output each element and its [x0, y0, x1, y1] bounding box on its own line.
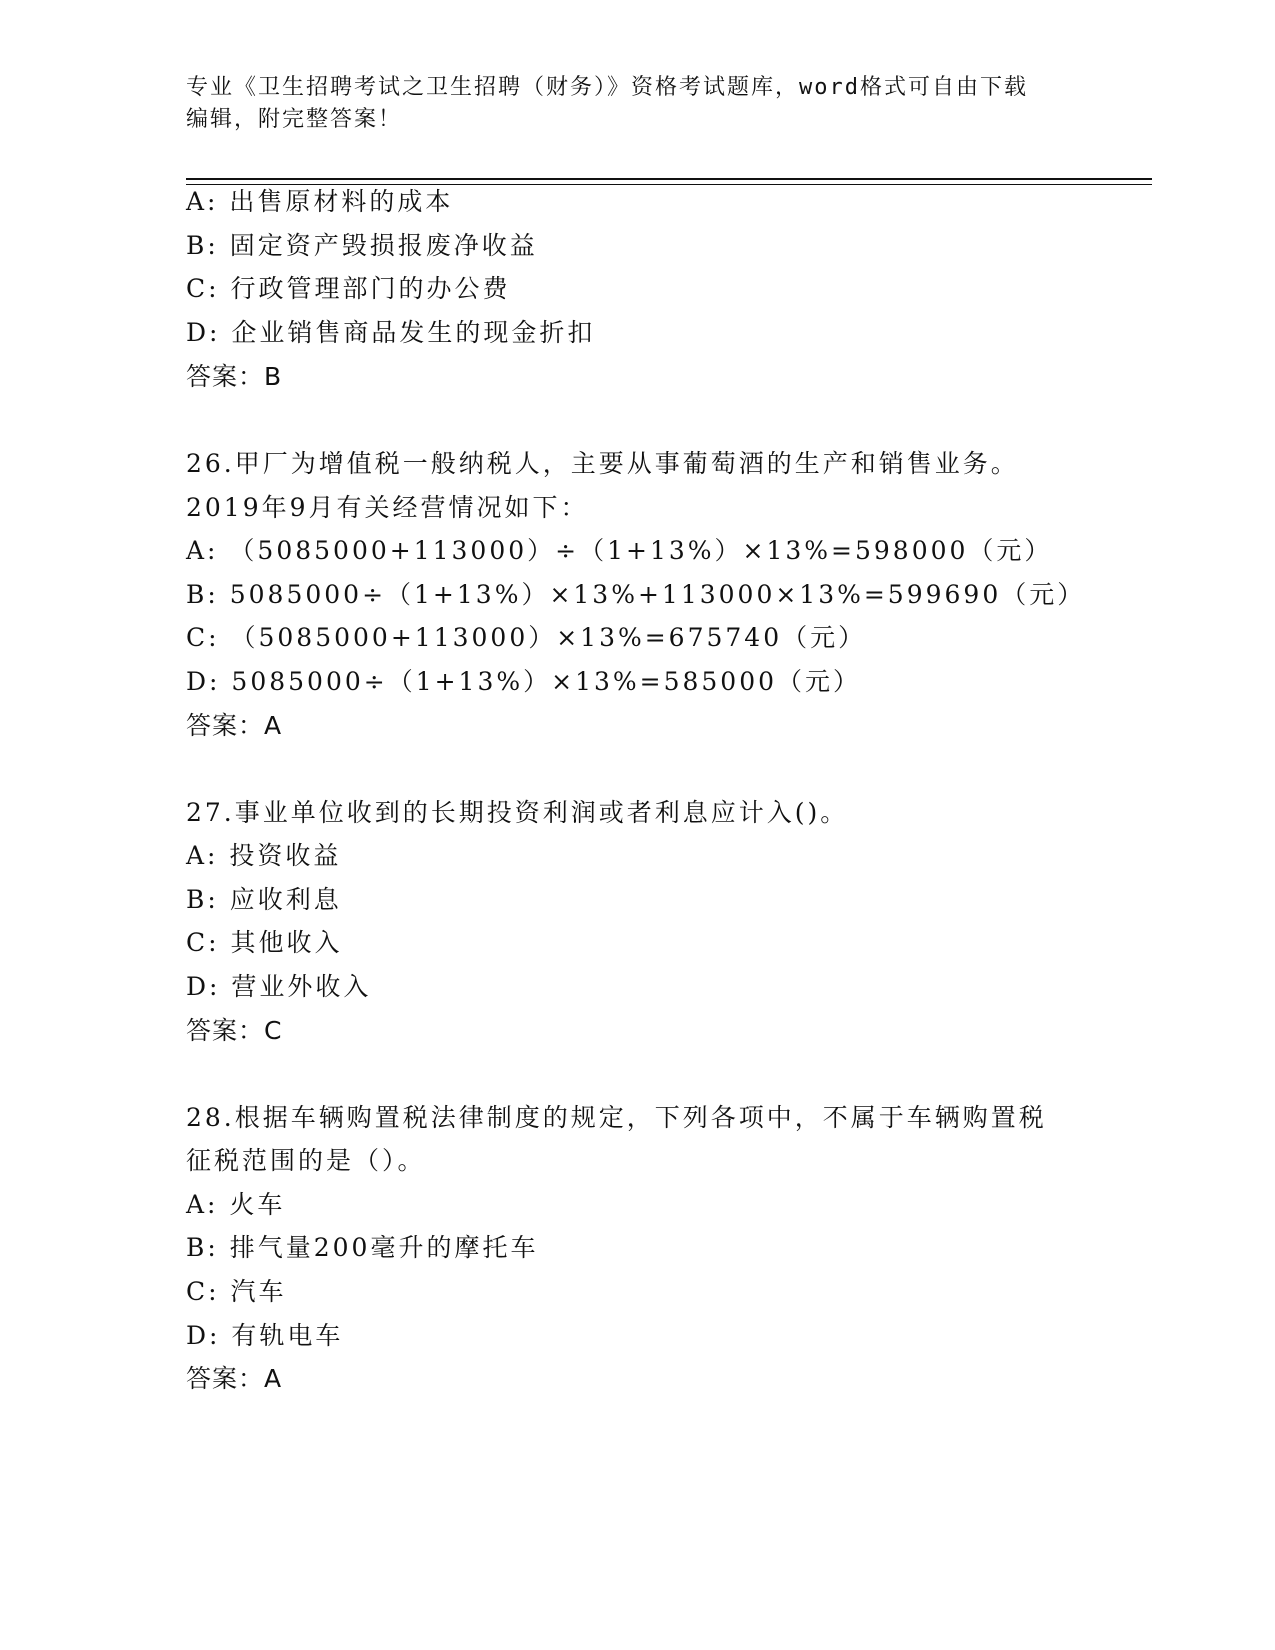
q27-answer: 答案：C — [186, 1016, 283, 1045]
q26-option-c: C: （5085000+113000）×13%=675740（元） — [186, 623, 867, 652]
q26-option-a: A: （5085000+113000）÷（1+13%）×13%=598000（元） — [186, 536, 1053, 565]
q26-stem-line-2: 2019年9月有关经营情况如下： — [186, 493, 589, 522]
header-intro-line-2: 编辑，附完整答案！ — [186, 107, 403, 132]
q27-option-c: C: 其他收入 — [186, 928, 343, 957]
q25-option-a: A: 出售原材料的成本 — [186, 187, 454, 216]
q28-option-c: C: 汽车 — [186, 1277, 287, 1306]
header-divider-thick — [186, 178, 1152, 180]
q28-option-a: A: 火车 — [186, 1190, 286, 1219]
q28-option-d: D: 有轨电车 — [186, 1321, 344, 1350]
header-intro-line-1: 专业《卫生招聘考试之卫生招聘（财务）》资格考试题库，word格式可自由下载 — [186, 75, 1028, 100]
document-header — [186, 72, 1066, 136]
q28-answer: 答案：A — [186, 1364, 283, 1393]
q25-option-d: D: 企业销售商品发生的现金折扣 — [186, 318, 596, 347]
q26-option-b: B: 5085000÷（1+13%）×13%+113000×13%=599690（元） — [186, 580, 1086, 609]
q28-stem-line-2: 征税范围的是（）。 — [186, 1146, 426, 1175]
q25-answer: 答案：B — [186, 362, 283, 391]
q25-option-b: B: 固定资产毁损报废净收益 — [186, 231, 538, 260]
q27-option-a: A: 投资收益 — [186, 841, 342, 870]
q26-option-d: D: 5085000÷（1+13%）×13%=585000（元） — [186, 667, 862, 696]
q26-stem-line-1: 26.甲厂为增值税一般纳税人，主要从事葡萄酒的生产和销售业务。 — [186, 449, 1019, 478]
q28-stem-line-1: 28.根据车辆购置税法律制度的规定，下列各项中，不属于车辆购置税 — [186, 1103, 1047, 1132]
header-divider-thin — [186, 184, 1152, 185]
q26-answer: 答案：A — [186, 711, 283, 740]
q25-option-c: C: 行政管理部门的办公费 — [186, 274, 511, 303]
q27-option-d: D: 营业外收入 — [186, 972, 372, 1001]
q27-option-b: B: 应收利息 — [186, 885, 342, 914]
q27-stem-line-1: 27.事业单位收到的长期投资利润或者利息应计入()。 — [186, 798, 849, 827]
q28-option-b: B: 排气量200毫升的摩托车 — [186, 1233, 539, 1262]
